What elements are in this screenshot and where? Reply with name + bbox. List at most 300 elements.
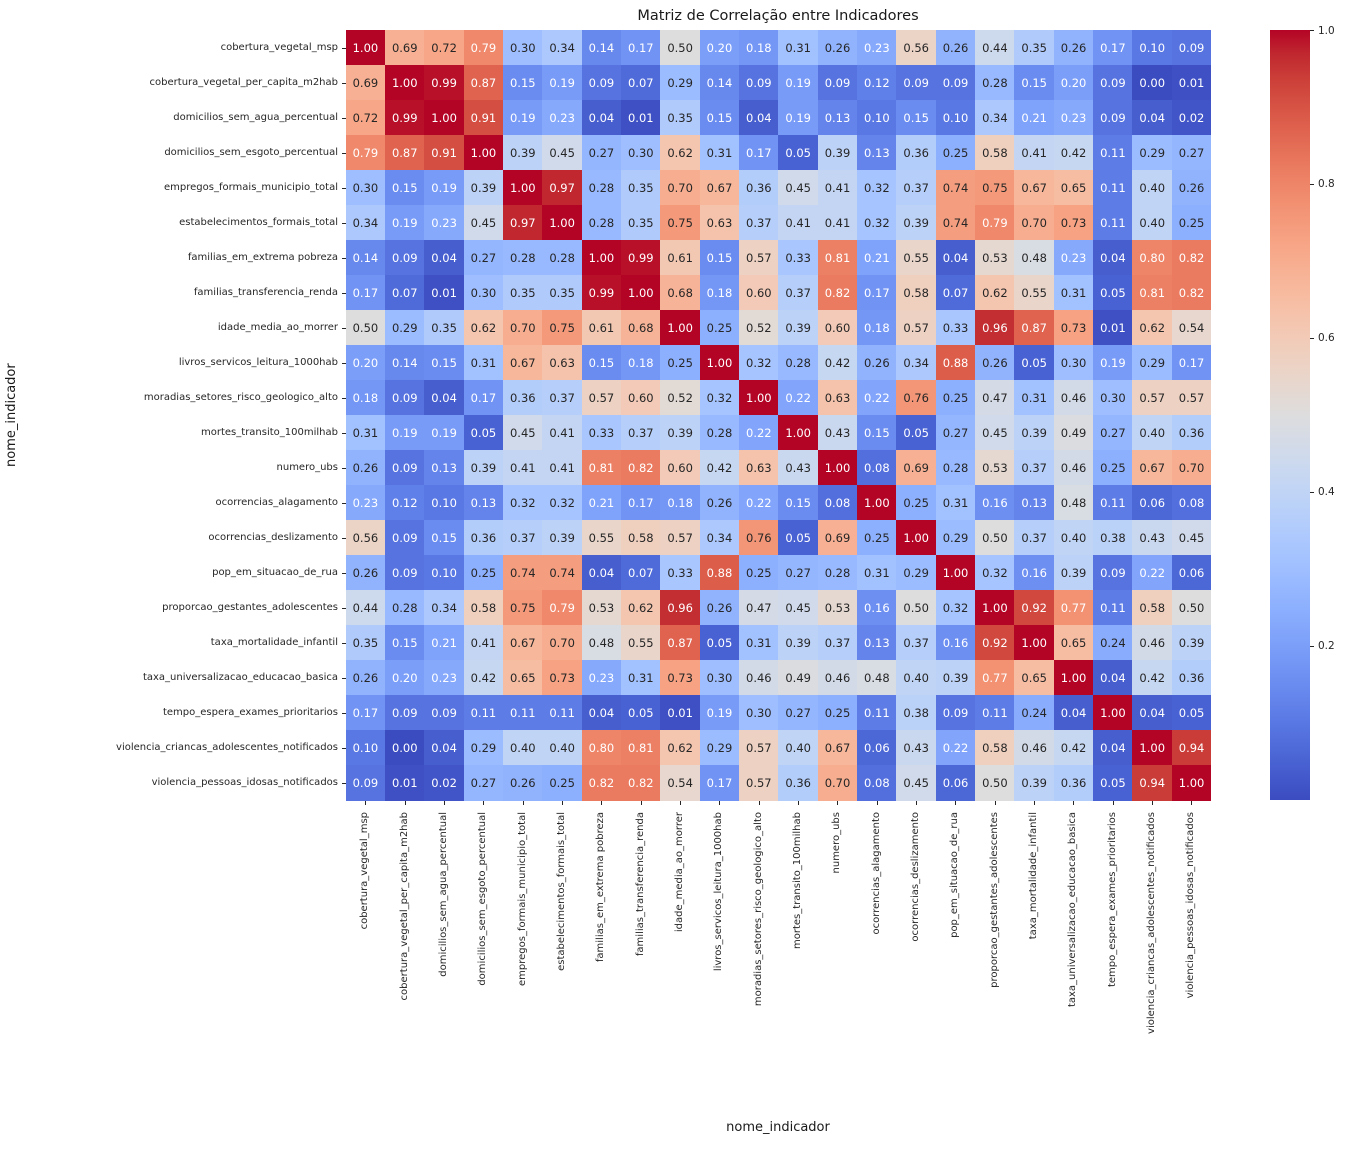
heatmap-cell: 0.25 bbox=[542, 765, 582, 801]
heatmap-cell: 0.27 bbox=[778, 695, 818, 731]
heatmap-cell: 0.92 bbox=[1014, 590, 1054, 626]
heatmap-cell: 0.72 bbox=[346, 100, 386, 136]
heatmap-cell: 0.09 bbox=[1093, 100, 1133, 136]
heatmap-cell: 0.26 bbox=[857, 345, 897, 381]
heatmap-cell: 0.00 bbox=[385, 730, 425, 766]
heatmap-cell: 0.94 bbox=[1172, 730, 1212, 766]
heatmap-cell: 0.04 bbox=[1093, 660, 1133, 696]
heatmap-cell: 0.46 bbox=[1054, 450, 1094, 486]
heatmap-cell: 0.45 bbox=[896, 765, 936, 801]
heatmap-cell: 0.63 bbox=[739, 450, 779, 486]
heatmap-cell: 0.43 bbox=[778, 450, 818, 486]
heatmap-cell: 0.54 bbox=[660, 765, 700, 801]
heatmap-cell: 0.81 bbox=[621, 730, 661, 766]
heatmap-cell: 0.18 bbox=[739, 30, 779, 66]
row-tick-label: domicilios_sem_esgoto_percentual bbox=[164, 146, 338, 158]
y-tick-mark bbox=[342, 328, 346, 329]
heatmap-cell: 0.39 bbox=[818, 135, 858, 171]
x-tick-mark bbox=[1113, 801, 1114, 805]
heatmap-cell: 0.04 bbox=[936, 240, 976, 276]
heatmap-cell: 1.00 bbox=[1054, 660, 1094, 696]
heatmap-cell: 0.16 bbox=[1014, 555, 1054, 591]
heatmap-cell: 0.09 bbox=[818, 65, 858, 101]
y-tick-mark bbox=[342, 118, 346, 119]
heatmap-cell: 0.18 bbox=[660, 485, 700, 521]
heatmap-cell: 0.04 bbox=[582, 100, 622, 136]
heatmap-cell: 0.87 bbox=[1014, 310, 1054, 346]
heatmap-cell: 0.36 bbox=[464, 520, 504, 556]
heatmap-cell: 0.60 bbox=[818, 310, 858, 346]
heatmap-cell: 0.10 bbox=[346, 730, 386, 766]
heatmap-cell: 0.09 bbox=[385, 450, 425, 486]
heatmap-cell: 0.19 bbox=[542, 65, 582, 101]
heatmap-cell: 0.11 bbox=[857, 695, 897, 731]
heatmap-cell: 0.11 bbox=[464, 695, 504, 731]
column-tick-label: numero_ubs bbox=[831, 812, 843, 874]
heatmap-cell: 0.58 bbox=[1132, 590, 1172, 626]
heatmap-cell: 0.39 bbox=[503, 135, 543, 171]
heatmap-cell: 0.04 bbox=[739, 100, 779, 136]
heatmap-cell: 0.09 bbox=[385, 555, 425, 591]
heatmap-cell: 0.45 bbox=[975, 415, 1015, 451]
x-tick-mark bbox=[877, 801, 878, 805]
heatmap-cell: 0.76 bbox=[739, 520, 779, 556]
heatmap-cell: 0.11 bbox=[975, 695, 1015, 731]
heatmap-cell: 0.70 bbox=[1014, 205, 1054, 241]
column-tick-label: taxa_mortalidade_infantil bbox=[1027, 812, 1039, 940]
heatmap-cell: 0.42 bbox=[1054, 730, 1094, 766]
column-tick-label: proporcao_gestantes_adolescentes bbox=[988, 812, 1000, 988]
heatmap-cell: 0.14 bbox=[346, 240, 386, 276]
heatmap-cell: 0.57 bbox=[1172, 380, 1212, 416]
heatmap-cell: 1.00 bbox=[385, 65, 425, 101]
heatmap-cell: 0.37 bbox=[621, 415, 661, 451]
heatmap-cell: 0.11 bbox=[1093, 485, 1133, 521]
heatmap-cell: 0.21 bbox=[424, 625, 464, 661]
heatmap-cell: 0.04 bbox=[424, 730, 464, 766]
heatmap-cell: 0.31 bbox=[700, 135, 740, 171]
heatmap-cell: 0.34 bbox=[975, 100, 1015, 136]
column-tick-label: livros_servicos_leitura_1000hab bbox=[713, 812, 725, 972]
y-tick-mark bbox=[342, 153, 346, 154]
heatmap-cell: 0.39 bbox=[1014, 415, 1054, 451]
heatmap-cell: 0.55 bbox=[896, 240, 936, 276]
heatmap-cell: 0.96 bbox=[975, 310, 1015, 346]
heatmap-cell: 0.55 bbox=[621, 625, 661, 661]
heatmap-cell: 0.79 bbox=[346, 135, 386, 171]
heatmap-cell: 1.00 bbox=[818, 450, 858, 486]
heatmap-cell: 0.60 bbox=[739, 275, 779, 311]
heatmap-cell: 0.63 bbox=[542, 345, 582, 381]
heatmap-cell: 0.26 bbox=[1172, 170, 1212, 206]
heatmap-cell: 0.82 bbox=[818, 275, 858, 311]
heatmap-cell: 0.41 bbox=[818, 205, 858, 241]
heatmap-cell: 1.00 bbox=[700, 345, 740, 381]
heatmap-cell: 0.69 bbox=[385, 30, 425, 66]
heatmap-cell: 0.31 bbox=[464, 345, 504, 381]
heatmap-cell: 0.69 bbox=[896, 450, 936, 486]
heatmap-cell: 0.06 bbox=[936, 765, 976, 801]
heatmap-cell: 0.04 bbox=[582, 555, 622, 591]
column-tick-label: violencia_criancas_adolescentes_notificados bbox=[1145, 812, 1157, 1034]
heatmap-cell: 0.15 bbox=[700, 100, 740, 136]
heatmap-cell: 0.25 bbox=[660, 345, 700, 381]
heatmap-cell: 1.00 bbox=[975, 590, 1015, 626]
heatmap-cell: 1.00 bbox=[857, 485, 897, 521]
heatmap-cell: 0.01 bbox=[1172, 65, 1212, 101]
heatmap-cell: 0.07 bbox=[385, 275, 425, 311]
heatmap-cell: 0.40 bbox=[503, 730, 543, 766]
y-tick-mark bbox=[342, 678, 346, 679]
heatmap-cell: 0.37 bbox=[818, 625, 858, 661]
heatmap-cell: 0.04 bbox=[1054, 695, 1094, 731]
row-tick-label: violencia_criancas_adolescentes_notificados bbox=[116, 741, 338, 753]
heatmap-cell: 0.81 bbox=[818, 240, 858, 276]
heatmap-cell: 0.50 bbox=[346, 310, 386, 346]
y-tick-mark bbox=[342, 433, 346, 434]
heatmap-cell: 0.53 bbox=[975, 450, 1015, 486]
heatmap-cell: 0.62 bbox=[660, 730, 700, 766]
heatmap-cell: 0.17 bbox=[464, 380, 504, 416]
heatmap-cell: 0.04 bbox=[1093, 730, 1133, 766]
heatmap-cell: 0.61 bbox=[582, 310, 622, 346]
heatmap-cell: 0.05 bbox=[1014, 345, 1054, 381]
heatmap-cell: 0.09 bbox=[385, 695, 425, 731]
heatmap-cell: 0.67 bbox=[503, 345, 543, 381]
heatmap-cell: 0.19 bbox=[385, 415, 425, 451]
heatmap-cell: 0.29 bbox=[464, 730, 504, 766]
heatmap-cell: 0.99 bbox=[385, 100, 425, 136]
heatmap-cell: 0.10 bbox=[424, 485, 464, 521]
heatmap-cell: 0.21 bbox=[582, 485, 622, 521]
x-tick-mark bbox=[719, 801, 720, 805]
row-tick-label: taxa_mortalidade_infantil bbox=[210, 636, 338, 648]
x-tick-mark bbox=[995, 801, 996, 805]
heatmap-cell: 0.19 bbox=[1093, 345, 1133, 381]
heatmap-cell: 0.39 bbox=[660, 415, 700, 451]
heatmap-cell: 0.04 bbox=[1132, 695, 1172, 731]
heatmap-cell: 0.74 bbox=[936, 170, 976, 206]
row-tick-label: ocorrencias_alagamento bbox=[215, 496, 338, 508]
heatmap-cell: 0.40 bbox=[896, 660, 936, 696]
heatmap-cell: 0.50 bbox=[975, 520, 1015, 556]
heatmap-cell: 0.41 bbox=[542, 415, 582, 451]
heatmap-cell: 0.41 bbox=[464, 625, 504, 661]
heatmap-cell: 0.40 bbox=[1132, 170, 1172, 206]
x-tick-mark bbox=[601, 801, 602, 805]
heatmap-cell: 0.30 bbox=[346, 170, 386, 206]
heatmap-cell: 0.58 bbox=[896, 275, 936, 311]
heatmap-cell: 0.29 bbox=[1132, 345, 1172, 381]
heatmap-cell: 0.27 bbox=[1093, 415, 1133, 451]
heatmap-cell: 0.05 bbox=[896, 415, 936, 451]
heatmap-cell: 0.22 bbox=[739, 415, 779, 451]
heatmap-cell: 0.32 bbox=[975, 555, 1015, 591]
heatmap-cell: 0.32 bbox=[700, 380, 740, 416]
heatmap-cell: 0.35 bbox=[424, 310, 464, 346]
heatmap-cell: 0.26 bbox=[700, 590, 740, 626]
x-tick-mark bbox=[798, 801, 799, 805]
heatmap-cell: 0.42 bbox=[818, 345, 858, 381]
heatmap-cell: 0.42 bbox=[1132, 660, 1172, 696]
heatmap-cell: 0.82 bbox=[582, 765, 622, 801]
heatmap-cell: 0.52 bbox=[660, 380, 700, 416]
heatmap-cell: 0.48 bbox=[582, 625, 622, 661]
heatmap-cell: 0.57 bbox=[660, 520, 700, 556]
heatmap-cell: 0.20 bbox=[700, 30, 740, 66]
y-tick-mark bbox=[342, 783, 346, 784]
row-tick-label: domicilios_sem_agua_percentual bbox=[173, 111, 338, 123]
heatmap-cell: 0.74 bbox=[936, 205, 976, 241]
column-tick-label: ocorrencias_deslizamento bbox=[909, 812, 921, 942]
heatmap-cell: 0.14 bbox=[700, 65, 740, 101]
heatmap-cell: 0.54 bbox=[1172, 310, 1212, 346]
heatmap-cell: 0.38 bbox=[896, 695, 936, 731]
row-tick-label: ocorrencias_deslizamento bbox=[208, 531, 338, 543]
heatmap-cell: 0.18 bbox=[700, 275, 740, 311]
heatmap-cell: 0.02 bbox=[1172, 100, 1212, 136]
heatmap-cell: 0.15 bbox=[700, 240, 740, 276]
heatmap-cell: 0.01 bbox=[621, 100, 661, 136]
heatmap-cell: 0.76 bbox=[896, 380, 936, 416]
x-tick-mark bbox=[1034, 801, 1035, 805]
heatmap-cell: 0.67 bbox=[503, 625, 543, 661]
heatmap-cell: 0.39 bbox=[1054, 555, 1094, 591]
row-tick-label: livros_servicos_leitura_1000hab bbox=[178, 356, 338, 368]
heatmap-cell: 0.65 bbox=[1014, 660, 1054, 696]
heatmap-cell: 0.05 bbox=[621, 695, 661, 731]
heatmap-cell: 0.42 bbox=[700, 450, 740, 486]
heatmap-cell: 0.18 bbox=[621, 345, 661, 381]
heatmap-cell: 0.31 bbox=[346, 415, 386, 451]
heatmap-cell: 0.09 bbox=[896, 65, 936, 101]
heatmap-cell: 0.57 bbox=[896, 310, 936, 346]
heatmap-cell: 0.11 bbox=[503, 695, 543, 731]
heatmap-cell: 0.05 bbox=[1093, 765, 1133, 801]
x-tick-mark bbox=[405, 801, 406, 805]
heatmap-cell: 0.37 bbox=[739, 205, 779, 241]
heatmap-cell: 0.75 bbox=[503, 590, 543, 626]
heatmap-cell: 0.88 bbox=[936, 345, 976, 381]
heatmap-cell: 1.00 bbox=[1132, 730, 1172, 766]
heatmap-cell: 0.28 bbox=[503, 240, 543, 276]
heatmap-cell: 0.36 bbox=[739, 170, 779, 206]
heatmap-cell: 0.79 bbox=[975, 205, 1015, 241]
heatmap-cell: 0.08 bbox=[857, 765, 897, 801]
heatmap-cell: 0.25 bbox=[936, 135, 976, 171]
heatmap-cell: 0.36 bbox=[1172, 415, 1212, 451]
heatmap-cell: 0.62 bbox=[660, 135, 700, 171]
heatmap-cell: 0.37 bbox=[896, 170, 936, 206]
row-tick-label: moradias_setores_risco_geologico_alto bbox=[143, 391, 338, 403]
y-tick-mark bbox=[342, 573, 346, 574]
heatmap-cell: 0.37 bbox=[1014, 520, 1054, 556]
heatmap-cell: 0.73 bbox=[660, 660, 700, 696]
heatmap-cell: 0.42 bbox=[1054, 135, 1094, 171]
x-tick-mark bbox=[523, 801, 524, 805]
heatmap-cell: 0.22 bbox=[857, 380, 897, 416]
column-tick-label: idade_media_ao_morrer bbox=[673, 812, 685, 933]
heatmap-cell: 0.08 bbox=[1172, 485, 1212, 521]
heatmap-cell: 0.26 bbox=[503, 765, 543, 801]
heatmap-cell: 0.48 bbox=[1014, 240, 1054, 276]
heatmap-cell: 0.17 bbox=[857, 275, 897, 311]
heatmap-cell: 0.26 bbox=[346, 555, 386, 591]
heatmap-cell: 0.40 bbox=[1054, 520, 1094, 556]
heatmap-cell: 0.39 bbox=[464, 170, 504, 206]
heatmap-cell: 0.33 bbox=[936, 310, 976, 346]
heatmap-cell: 0.74 bbox=[503, 555, 543, 591]
heatmap-cell: 0.40 bbox=[778, 730, 818, 766]
heatmap-cell: 0.04 bbox=[424, 380, 464, 416]
heatmap-cell: 0.33 bbox=[582, 415, 622, 451]
heatmap-cell: 0.20 bbox=[1054, 65, 1094, 101]
heatmap-cell: 0.01 bbox=[1093, 310, 1133, 346]
x-tick-mark bbox=[562, 801, 563, 805]
y-tick-mark bbox=[342, 608, 346, 609]
heatmap-cell: 0.56 bbox=[896, 30, 936, 66]
heatmap-cell: 0.96 bbox=[660, 590, 700, 626]
heatmap-cell: 0.31 bbox=[1014, 380, 1054, 416]
heatmap-cell: 0.81 bbox=[1132, 275, 1172, 311]
heatmap-cell: 0.25 bbox=[1093, 450, 1133, 486]
column-tick-label: cobertura_vegetal_msp bbox=[359, 812, 371, 930]
heatmap-cell: 0.39 bbox=[778, 310, 818, 346]
heatmap-cell: 0.37 bbox=[1014, 450, 1054, 486]
heatmap-cell: 0.11 bbox=[1093, 135, 1133, 171]
heatmap-cell: 0.32 bbox=[739, 345, 779, 381]
heatmap-cell: 0.19 bbox=[778, 100, 818, 136]
row-tick-label: estabelecimentos_formais_total bbox=[179, 216, 338, 228]
heatmap-cell: 0.23 bbox=[857, 30, 897, 66]
heatmap-cell: 0.41 bbox=[778, 205, 818, 241]
heatmap-cell: 0.25 bbox=[818, 695, 858, 731]
y-tick-mark bbox=[342, 713, 346, 714]
heatmap-cell: 0.24 bbox=[1014, 695, 1054, 731]
column-tick-label: pop_em_situacao_de_rua bbox=[949, 812, 961, 938]
heatmap-cell: 0.31 bbox=[621, 660, 661, 696]
heatmap-cell: 0.08 bbox=[818, 485, 858, 521]
heatmap-cell: 0.25 bbox=[700, 310, 740, 346]
heatmap-cell: 1.00 bbox=[1014, 625, 1054, 661]
heatmap-cell: 0.05 bbox=[700, 625, 740, 661]
heatmap-cell: 0.94 bbox=[1132, 765, 1172, 801]
heatmap-cell: 0.26 bbox=[975, 345, 1015, 381]
heatmap-cell: 1.00 bbox=[424, 100, 464, 136]
heatmap-cell: 0.68 bbox=[660, 275, 700, 311]
row-tick-label: cobertura_vegetal_per_capita_m2hab bbox=[149, 76, 338, 88]
heatmap-cell: 0.99 bbox=[621, 240, 661, 276]
heatmap-cell: 0.43 bbox=[896, 730, 936, 766]
row-tick-label: idade_media_ao_morrer bbox=[217, 321, 338, 333]
heatmap-cell: 0.56 bbox=[346, 520, 386, 556]
row-tick-label: familias_transferencia_renda bbox=[193, 286, 338, 298]
heatmap-cell: 0.17 bbox=[1093, 30, 1133, 66]
y-tick-mark bbox=[342, 363, 346, 364]
heatmap-cell: 0.75 bbox=[975, 170, 1015, 206]
heatmap-cell: 0.49 bbox=[778, 660, 818, 696]
heatmap-cell: 0.23 bbox=[582, 660, 622, 696]
heatmap-cell: 0.29 bbox=[896, 555, 936, 591]
heatmap-cell: 0.27 bbox=[464, 240, 504, 276]
heatmap-cell: 0.09 bbox=[1093, 555, 1133, 591]
heatmap-cell: 1.00 bbox=[739, 380, 779, 416]
heatmap-cell: 1.00 bbox=[1093, 695, 1133, 731]
heatmap-cell: 0.34 bbox=[346, 205, 386, 241]
heatmap-cell: 0.50 bbox=[1172, 590, 1212, 626]
heatmap-cell: 0.67 bbox=[1132, 450, 1172, 486]
heatmap-cell: 0.09 bbox=[1172, 30, 1212, 66]
heatmap-cell: 0.20 bbox=[385, 660, 425, 696]
row-tick-label: pop_em_situacao_de_rua bbox=[212, 566, 338, 578]
heatmap-cell: 0.57 bbox=[739, 730, 779, 766]
heatmap-cell: 0.72 bbox=[424, 30, 464, 66]
column-tick-label: familias_em_extrema pobreza bbox=[595, 812, 607, 963]
heatmap-cell: 0.39 bbox=[1172, 625, 1212, 661]
column-tick-label: tempo_espera_exames_prioritarios bbox=[1106, 812, 1118, 988]
colorbar-tick-mark bbox=[1310, 492, 1314, 493]
heatmap-cell: 0.25 bbox=[857, 520, 897, 556]
colorbar-tick-label: 0.6 bbox=[1318, 332, 1335, 344]
heatmap-cell: 0.99 bbox=[424, 65, 464, 101]
heatmap-cell: 0.15 bbox=[1014, 65, 1054, 101]
heatmap-cell: 0.46 bbox=[818, 660, 858, 696]
heatmap-cell: 0.39 bbox=[778, 625, 818, 661]
heatmap-cell: 0.10 bbox=[936, 100, 976, 136]
heatmap-cell: 0.29 bbox=[660, 65, 700, 101]
heatmap-cell: 0.42 bbox=[464, 660, 504, 696]
x-tick-mark bbox=[955, 801, 956, 805]
heatmap-cell: 0.70 bbox=[1172, 450, 1212, 486]
heatmap-cell: 0.06 bbox=[1132, 485, 1172, 521]
heatmap-cell: 0.50 bbox=[975, 765, 1015, 801]
heatmap-cell: 1.00 bbox=[503, 170, 543, 206]
colorbar-tick-mark bbox=[1310, 30, 1314, 31]
heatmap-cell: 0.09 bbox=[936, 695, 976, 731]
heatmap-cell: 0.25 bbox=[896, 485, 936, 521]
heatmap-cell: 0.36 bbox=[778, 765, 818, 801]
heatmap-cell: 0.36 bbox=[503, 380, 543, 416]
heatmap-cell: 0.07 bbox=[621, 65, 661, 101]
heatmap-cell: 0.40 bbox=[1132, 205, 1172, 241]
heatmap-cell: 0.97 bbox=[503, 205, 543, 241]
heatmap-cell: 0.31 bbox=[857, 555, 897, 591]
heatmap-cell: 0.18 bbox=[857, 310, 897, 346]
heatmap-cell: 0.67 bbox=[1014, 170, 1054, 206]
heatmap-cell: 0.37 bbox=[542, 380, 582, 416]
column-tick-label: empregos_formais_municipio_total bbox=[516, 812, 528, 986]
heatmap-cell: 0.19 bbox=[385, 205, 425, 241]
heatmap-cell: 0.22 bbox=[936, 730, 976, 766]
heatmap-cell: 0.16 bbox=[857, 590, 897, 626]
heatmap-cell: 0.39 bbox=[936, 660, 976, 696]
colorbar-tick-label: 1.0 bbox=[1318, 25, 1335, 37]
heatmap-cell: 0.09 bbox=[385, 240, 425, 276]
heatmap-cell: 0.58 bbox=[621, 520, 661, 556]
heatmap-cell: 0.52 bbox=[739, 310, 779, 346]
x-tick-mark bbox=[759, 801, 760, 805]
heatmap-cell: 0.61 bbox=[660, 240, 700, 276]
heatmap-cell: 0.23 bbox=[346, 485, 386, 521]
heatmap-cell: 0.41 bbox=[542, 450, 582, 486]
heatmap-cell: 0.21 bbox=[1014, 100, 1054, 136]
heatmap-cell: 0.63 bbox=[700, 205, 740, 241]
heatmap-cell: 0.57 bbox=[739, 765, 779, 801]
row-tick-label: cobertura_vegetal_msp bbox=[220, 41, 338, 53]
heatmap-cell: 0.30 bbox=[700, 660, 740, 696]
heatmap-cell: 0.69 bbox=[818, 520, 858, 556]
row-tick-label: mortes_transito_100milhab bbox=[201, 426, 338, 438]
